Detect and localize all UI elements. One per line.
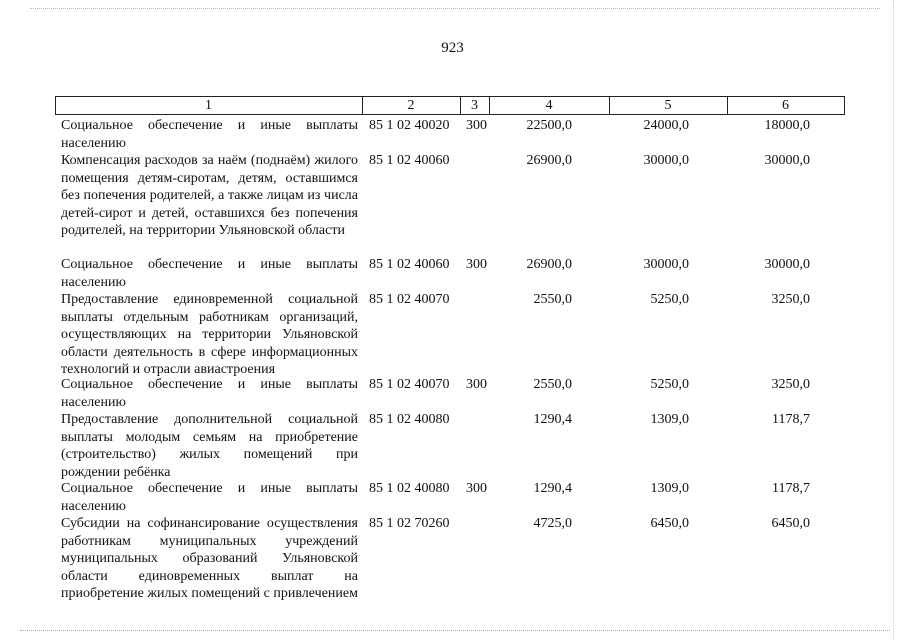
row-code: 85 1 02 70260 — [369, 516, 450, 531]
row-code: 85 1 02 40060 — [369, 153, 450, 168]
scan-edge-bottom — [20, 630, 890, 631]
header-divider — [844, 96, 845, 114]
row-name: Предоставление дополнительной социальной выплаты молодым семьям на приобретение (строительство) жилых помещений при рождении ребёнка — [61, 412, 358, 480]
row-amount-col6: 30000,0 — [764, 257, 810, 272]
row-amount-col6: 1178,7 — [772, 481, 810, 496]
row-expense-type: 300 — [466, 377, 487, 392]
row-name: Субсидии на софинансирование осуществления работникам муниципальных учреждений муниципальных образований Ульяновской области единовременных выплат на приобретение жилых помещений с привлечением — [61, 516, 358, 601]
row-amount-col5: 24000,0 — [643, 118, 689, 133]
row-amount-col4: 26900,0 — [526, 257, 572, 272]
row-name: Социальное обеспечение и иные выплаты населению — [61, 377, 358, 410]
scan-edge-right — [893, 0, 894, 640]
header-col-4: 4 — [545, 98, 553, 113]
row-code: 85 1 02 40070 — [369, 377, 450, 392]
row-amount-col5: 5250,0 — [650, 377, 689, 392]
row-amount-col4: 2550,0 — [533, 377, 572, 392]
header-col-6: 6 — [782, 98, 789, 113]
row-amount-col4: 1290,4 — [533, 481, 572, 496]
header-bottom-rule — [55, 114, 845, 115]
row-amount-col5: 5250,0 — [650, 292, 689, 307]
row-amount-col4: 1290,4 — [533, 412, 572, 427]
row-amount-col4: 2550,0 — [533, 292, 572, 307]
row-amount-col5: 30000,0 — [643, 257, 689, 272]
row-name: Социальное обеспечение и иные выплаты населению — [61, 118, 358, 151]
row-amount-col4: 22500,0 — [526, 118, 572, 133]
row-code: 85 1 02 40020 — [369, 118, 450, 133]
header-col-3: 3 — [471, 98, 478, 113]
row-amount-col6: 3250,0 — [771, 377, 810, 392]
row-expense-type: 300 — [466, 481, 487, 496]
row-amount-col6: 1178,7 — [772, 412, 810, 427]
row-amount-col5: 1309,0 — [650, 481, 689, 496]
row-expense-type: 300 — [466, 257, 487, 272]
header-col-2: 2 — [407, 98, 415, 113]
row-code: 85 1 02 40060 — [369, 257, 450, 272]
row-code: 85 1 02 40080 — [369, 412, 450, 427]
row-amount-col6: 18000,0 — [764, 118, 810, 133]
page-number: 923 — [441, 40, 464, 56]
table-header — [55, 96, 845, 114]
row-amount-col6: 30000,0 — [764, 153, 810, 168]
scan-edge-top — [30, 8, 880, 9]
row-amount-col5: 30000,0 — [643, 153, 689, 168]
row-amount-col5: 6450,0 — [650, 516, 689, 531]
row-name: Социальное обеспечение и иные выплаты населению — [61, 257, 358, 290]
header-col-1: 1 — [205, 98, 212, 113]
row-code: 85 1 02 40080 — [369, 481, 450, 496]
row-amount-col4: 4725,0 — [533, 516, 572, 531]
row-amount-col6: 6450,0 — [771, 516, 810, 531]
row-amount-col5: 1309,0 — [650, 412, 689, 427]
row-name: Предоставление единовременной социальной выплаты отдельным работникам организаций, осуществляющих на территории Ульяновской области деятельность в сфере информационных технологий и отрасли авиастроения — [61, 292, 358, 377]
header-col-5: 5 — [664, 98, 672, 113]
row-code: 85 1 02 40070 — [369, 292, 450, 307]
row-expense-type: 300 — [466, 118, 487, 133]
row-name: Компенсация расходов за наём (поднаём) жилого помещения детям-сиротам, детям, оставшимся без попечения родителей, а также лицам из числа детей-сирот и детей, оставшихся без попечения родителей, на территории Ульяновской области — [61, 153, 358, 238]
row-name: Социальное обеспечение и иные выплаты населению — [61, 481, 358, 514]
row-amount-col4: 26900,0 — [526, 153, 572, 168]
row-amount-col6: 3250,0 — [771, 292, 810, 307]
